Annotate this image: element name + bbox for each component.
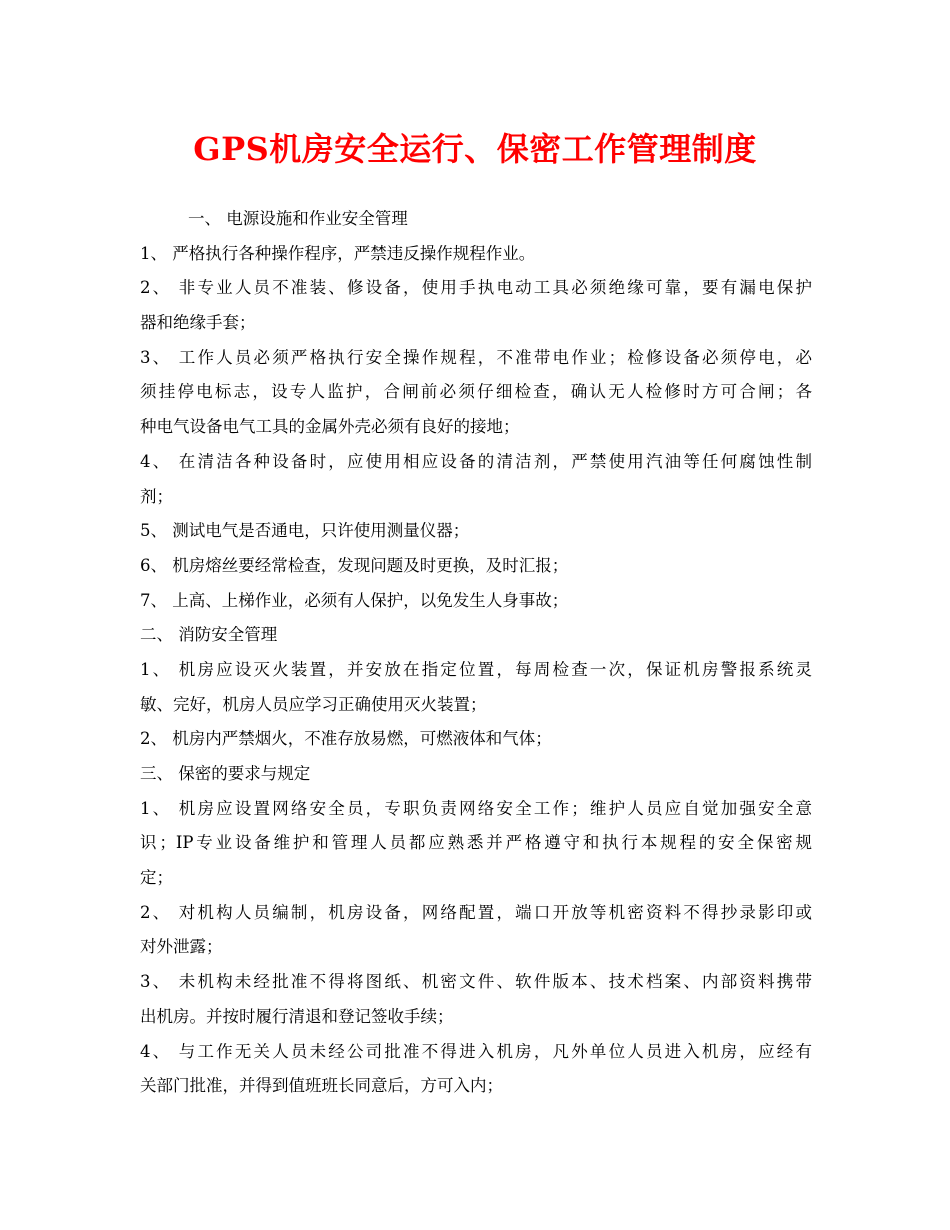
body-line: 4、 与工作无关人员未经公司批准不得进入机房，凡外单位人员进入机房，应经有 — [140, 1041, 812, 1061]
body-line: 须挂停电标志，设专人监护，合闸前必须仔细检查，确认无人检修时方可合闸；各 — [140, 382, 812, 402]
body-line: 种电气设备电气工具的金属外壳必须有良好的接地； — [140, 417, 520, 437]
body-line: 出机房。并按时履行清退和登记签收手续； — [140, 1006, 454, 1026]
body-line: 关部门批准，并得到值班班长同意后，方可入内； — [140, 1076, 503, 1096]
body-line: 2、 对机构人员编制，机房设备，网络配置，端口开放等机密资料不得抄录影印或 — [140, 902, 812, 922]
body-line: 3、 未机构未经批准不得将图纸、机密文件、软件版本、技术档案、内部资料携带 — [140, 972, 812, 992]
body-line: 二、 消防安全管理 — [140, 625, 278, 645]
body-line: 敏、完好，机房人员应学习正确使用灭火装置； — [140, 694, 487, 714]
body-line: 1、 机房应设置网络安全员，专职负责网络安全工作；维护人员应自觉加强安全意 — [140, 798, 812, 818]
body-line: 识；IP专业设备维护和管理人员都应熟悉并严格遵守和执行本规程的安全保密规 — [140, 833, 812, 853]
document-body — [140, 202, 812, 1104]
body-line: 一、 电源设施和作业安全管理 — [188, 209, 408, 228]
body-line: 6、 机房熔丝要经常检查，发现问题及时更换，及时汇报； — [140, 555, 569, 575]
body-line: 5、 测试电气是否通电，只许使用测量仪器； — [140, 521, 470, 541]
body-line: 对外泄露； — [140, 937, 223, 957]
body-line: 3、 工作人员必须严格执行安全操作规程，不准带电作业；检修设备必须停电，必 — [140, 347, 812, 367]
body-line: 器和绝缘手套； — [140, 313, 256, 333]
body-line: 2、 机房内严禁烟火，不准存放易燃，可燃液体和气体； — [140, 729, 552, 749]
body-line: 2、 非专业人员不准装、修设备，使用手执电动工具必须绝缘可靠，要有漏电保护 — [140, 278, 812, 298]
body-line: 1、 严格执行各种操作程序，严禁违反操作规程作业。 — [140, 243, 536, 263]
body-line: 剂； — [140, 486, 173, 506]
body-line: 三、 保密的要求与规定 — [140, 764, 311, 783]
body-line: 1、 机房应设灭火装置，并安放在指定位置，每周检查一次，保证机房警报系统灵 — [140, 659, 812, 679]
document-title: GPS机房安全运行、保密工作管理制度 — [193, 130, 757, 168]
body-line: 定； — [140, 868, 173, 888]
body-line: 7、 上高、上梯作业，必须有人保护，以免发生人身事故； — [140, 590, 569, 610]
body-line: 4、 在清洁各种设备时，应使用相应设备的清洁剂，严禁使用汽油等任何腐蚀性制 — [140, 451, 812, 471]
